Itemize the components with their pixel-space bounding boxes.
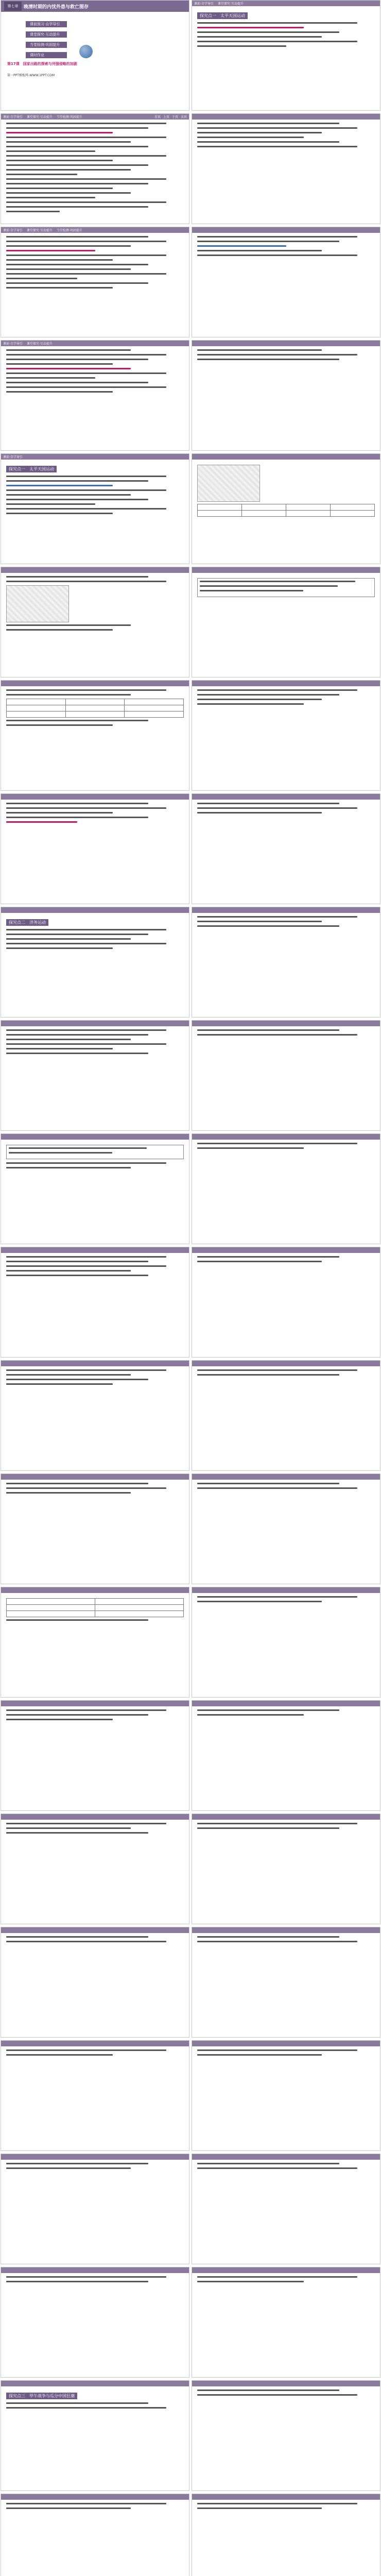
slide-topbar bbox=[192, 2041, 380, 2046]
slide-body bbox=[192, 233, 380, 256]
slide-body bbox=[1, 1026, 189, 1054]
slide-left-17[interactable] bbox=[1, 1814, 189, 1924]
topbar-left-label[interactable]: 课前·自学导引 bbox=[3, 342, 23, 346]
slide-left-21[interactable] bbox=[1, 2267, 189, 2378]
slide-body bbox=[192, 120, 380, 147]
slide-body bbox=[192, 1933, 380, 1942]
slide-body bbox=[1, 913, 189, 949]
slide-body bbox=[192, 1706, 380, 1716]
slide-topbar bbox=[192, 2381, 380, 2386]
slide-topbar bbox=[1, 2494, 189, 2500]
slide-right-18[interactable] bbox=[192, 1927, 380, 2038]
topbar-mid-label[interactable]: 课堂探究·互动提升 bbox=[217, 2, 244, 6]
topbar-left-label[interactable]: 课前·自学导引 bbox=[3, 455, 23, 459]
slide-body bbox=[1, 1706, 189, 1720]
slide-topbar bbox=[1, 114, 189, 120]
slide-body bbox=[192, 1593, 380, 1602]
nav-home[interactable]: 首页 bbox=[154, 115, 161, 119]
data-table bbox=[197, 504, 375, 517]
slide-left-9[interactable] bbox=[1, 907, 189, 1018]
slide-right-15[interactable] bbox=[192, 1587, 380, 1698]
slide-topbar bbox=[1, 1361, 189, 1366]
slide-body bbox=[1, 2046, 189, 2056]
slide-body bbox=[1, 800, 189, 823]
slide-left-20[interactable] bbox=[1, 2154, 189, 2264]
cover-menu-item-homework[interactable]: 课时作业 bbox=[26, 52, 67, 58]
slide-right-6[interactable] bbox=[192, 567, 380, 677]
slide-left-12[interactable] bbox=[1, 1247, 189, 1358]
slide-body bbox=[192, 1140, 380, 1149]
slide-left-8[interactable] bbox=[1, 793, 189, 904]
slide-left-14[interactable] bbox=[1, 1473, 189, 1584]
slide-left-10[interactable] bbox=[1, 1020, 189, 1131]
slide-body bbox=[1, 1933, 189, 1942]
slide-topbar bbox=[1, 1587, 189, 1593]
slide-body bbox=[1, 1140, 189, 1168]
slide-left-13[interactable] bbox=[1, 1360, 189, 1471]
slide-right-2[interactable] bbox=[192, 113, 380, 224]
globe-icon bbox=[79, 45, 93, 58]
slide-topbar bbox=[192, 1587, 380, 1593]
slide-left-6[interactable] bbox=[1, 567, 189, 677]
slide-right-8[interactable] bbox=[192, 793, 380, 904]
slide-left-4[interactable] bbox=[1, 340, 189, 451]
cover-lesson-title: 第17课 国家出路的探索与列强侵略的加剧 bbox=[7, 62, 77, 66]
slide-topbar bbox=[1, 341, 189, 346]
topbar-mid-label[interactable]: 课堂探究·互动提升 bbox=[26, 229, 53, 232]
slide-body bbox=[1, 460, 189, 514]
slide-body bbox=[192, 800, 380, 814]
slide-topbar bbox=[192, 907, 380, 913]
slide-right-9[interactable] bbox=[192, 907, 380, 1018]
data-table bbox=[6, 1598, 184, 1617]
slide-topbar bbox=[1, 1701, 189, 1706]
slide-body bbox=[1, 1820, 189, 1834]
slide-topbar bbox=[1, 2154, 189, 2160]
slide-topbar bbox=[192, 1021, 380, 1026]
slide-body bbox=[1, 1366, 189, 1385]
slide-left-19[interactable] bbox=[1, 2040, 189, 2151]
slide-body bbox=[192, 1480, 380, 1489]
topbar-right-label[interactable]: 当堂检测·巩固提升 bbox=[56, 229, 82, 232]
slide-topbar bbox=[1, 2267, 189, 2273]
content-box bbox=[197, 578, 375, 597]
slide-body bbox=[1, 1593, 189, 1621]
slide-topbar bbox=[1, 567, 189, 573]
slide-topbar bbox=[192, 1474, 380, 1480]
slide-topbar bbox=[1, 907, 189, 913]
cover-menu-item-preview[interactable]: 课前预习·自学导引 bbox=[26, 21, 67, 27]
slide-topbar bbox=[192, 567, 380, 573]
slide-topbar bbox=[192, 341, 380, 346]
slide-left-22[interactable] bbox=[1, 2380, 189, 2491]
slide-topbar bbox=[1, 2041, 189, 2046]
slide-topbar bbox=[1, 1134, 189, 1140]
slide-topbar bbox=[1, 454, 189, 460]
slide-topbar bbox=[192, 1247, 380, 1253]
slide-topbar bbox=[1, 794, 189, 800]
topbar-left-label[interactable]: 课前·自学导引 bbox=[3, 229, 23, 232]
slide-body bbox=[1, 686, 189, 726]
slide-right-13[interactable] bbox=[192, 1360, 380, 1471]
slide-body bbox=[192, 686, 380, 705]
slide-topbar bbox=[1, 1927, 189, 1933]
slide-body bbox=[192, 1820, 380, 1829]
cover-menu bbox=[26, 21, 67, 62]
slide-body bbox=[1, 573, 189, 631]
slide-topbar bbox=[192, 227, 380, 233]
slide-body bbox=[192, 2046, 380, 2056]
nav-next[interactable]: 下页 bbox=[171, 115, 178, 119]
cover-title: 晚清时期的内忧外患与救亡图存 bbox=[24, 5, 89, 10]
slide-body bbox=[192, 1366, 380, 1376]
slide-right-12[interactable] bbox=[192, 1247, 380, 1358]
slide-topbar bbox=[192, 794, 380, 800]
slide-topbar bbox=[192, 114, 380, 120]
slide-right-16[interactable] bbox=[192, 1700, 380, 1811]
cover-menu-item-explore[interactable]: 课堂探究·互动提升 bbox=[26, 31, 67, 38]
slide-body bbox=[1, 2386, 189, 2409]
slide-body bbox=[192, 2386, 380, 2396]
slide-left-16[interactable] bbox=[1, 1700, 189, 1811]
slide-topbar bbox=[192, 2154, 380, 2160]
topbar-right-label[interactable]: 当堂检测·巩固提升 bbox=[56, 115, 82, 119]
slide-right-17[interactable] bbox=[192, 1814, 380, 1924]
topbar-mid-label[interactable]: 课堂探究·互动提升 bbox=[26, 342, 53, 346]
nav-prev[interactable]: 上页 bbox=[163, 115, 169, 119]
slide-topbar bbox=[192, 1134, 380, 1140]
slide-body bbox=[1, 2273, 189, 2282]
slide-topbar bbox=[1, 1474, 189, 1480]
slide-topbar bbox=[192, 1927, 380, 1933]
slide-right-3[interactable] bbox=[192, 227, 380, 337]
slide-body bbox=[192, 2160, 380, 2169]
slide-body bbox=[192, 1253, 380, 1262]
slide-right-10[interactable] bbox=[192, 1020, 380, 1131]
topbar-left-label[interactable]: 课前·自学导引 bbox=[3, 115, 23, 119]
slide-topbar bbox=[192, 2494, 380, 2500]
slide-body bbox=[1, 1253, 189, 1276]
slide-body bbox=[1, 346, 189, 393]
slide-body bbox=[192, 2500, 380, 2509]
slide-left-7[interactable] bbox=[1, 680, 189, 791]
slide-left-15[interactable] bbox=[1, 1587, 189, 1698]
slide-topbar bbox=[192, 2267, 380, 2273]
slide-right-14[interactable] bbox=[192, 1473, 380, 1584]
slide-body bbox=[1, 233, 189, 289]
slide-right-22[interactable] bbox=[192, 2380, 380, 2491]
slide-body bbox=[1, 2500, 189, 2509]
slide-body bbox=[192, 573, 380, 597]
nav-end[interactable]: 末页 bbox=[180, 115, 187, 119]
diagram-figure bbox=[197, 465, 260, 502]
slide-right-7[interactable] bbox=[192, 680, 380, 791]
slide-right-11[interactable] bbox=[192, 1133, 380, 1244]
slide-right-19[interactable] bbox=[192, 2040, 380, 2151]
slide-topbar bbox=[1, 681, 189, 686]
slide-topbar bbox=[1, 2381, 189, 2386]
slide-body bbox=[1, 2160, 189, 2169]
cover-menu-item-test[interactable]: 当堂检测·巩固提升 bbox=[26, 42, 67, 48]
slide-topbar bbox=[1, 1814, 189, 1820]
slide-body bbox=[192, 913, 380, 927]
slide-body bbox=[192, 346, 380, 360]
slide-left-23[interactable] bbox=[1, 2494, 189, 2576]
slide-left-2[interactable] bbox=[1, 113, 189, 224]
section-label: 探究点一 太平天国运动 bbox=[197, 12, 248, 19]
slide-right-21[interactable] bbox=[192, 2267, 380, 2378]
cover-site: 第一PPT模板网-WWW.1PPT.COM bbox=[7, 74, 55, 77]
slide-topbar bbox=[192, 1, 380, 6]
slide-left-3[interactable] bbox=[1, 227, 189, 337]
slide-body bbox=[192, 6, 380, 47]
slide-topbar bbox=[1, 1247, 189, 1253]
slide-body bbox=[1, 120, 189, 212]
slide-topbar bbox=[192, 1701, 380, 1706]
diagram-figure bbox=[6, 585, 69, 622]
slide-left-5[interactable] bbox=[1, 453, 189, 564]
slide-right-4[interactable] bbox=[192, 340, 380, 451]
slide-topbar bbox=[192, 1814, 380, 1820]
slide-right-23[interactable] bbox=[192, 2494, 380, 2576]
topbar-mid-label[interactable]: 课堂探究·互动提升 bbox=[26, 115, 53, 119]
slide-topbar bbox=[1, 227, 189, 233]
slide-left-11[interactable] bbox=[1, 1133, 189, 1244]
slide-body bbox=[192, 1026, 380, 1036]
slide-topbar bbox=[192, 454, 380, 460]
slide-body bbox=[192, 2273, 380, 2282]
topbar-left-label[interactable]: 课前·自学导引 bbox=[194, 2, 214, 6]
section-label: 探究点一 太平天国运动 bbox=[6, 466, 57, 472]
data-table bbox=[6, 699, 184, 718]
slide-topbar bbox=[1, 1021, 189, 1026]
cover-chapter-tag: 第七章 bbox=[4, 2, 22, 11]
section-label: 探究点三 甲午战争与瓜分中国狂潮 bbox=[6, 2393, 77, 2399]
slide-right-1[interactable] bbox=[192, 0, 380, 111]
section-label: 探究点二 洋务运动 bbox=[6, 919, 48, 926]
slide-left-18[interactable] bbox=[1, 1927, 189, 2038]
slide-body bbox=[192, 460, 380, 517]
content-box bbox=[6, 1145, 184, 1159]
slide-right-20[interactable] bbox=[192, 2154, 380, 2264]
slide-topbar bbox=[192, 681, 380, 686]
cover-slide[interactable] bbox=[1, 0, 189, 111]
slide-body bbox=[1, 1480, 189, 1494]
slide-right-5[interactable] bbox=[192, 453, 380, 564]
slide-topbar bbox=[192, 1361, 380, 1366]
